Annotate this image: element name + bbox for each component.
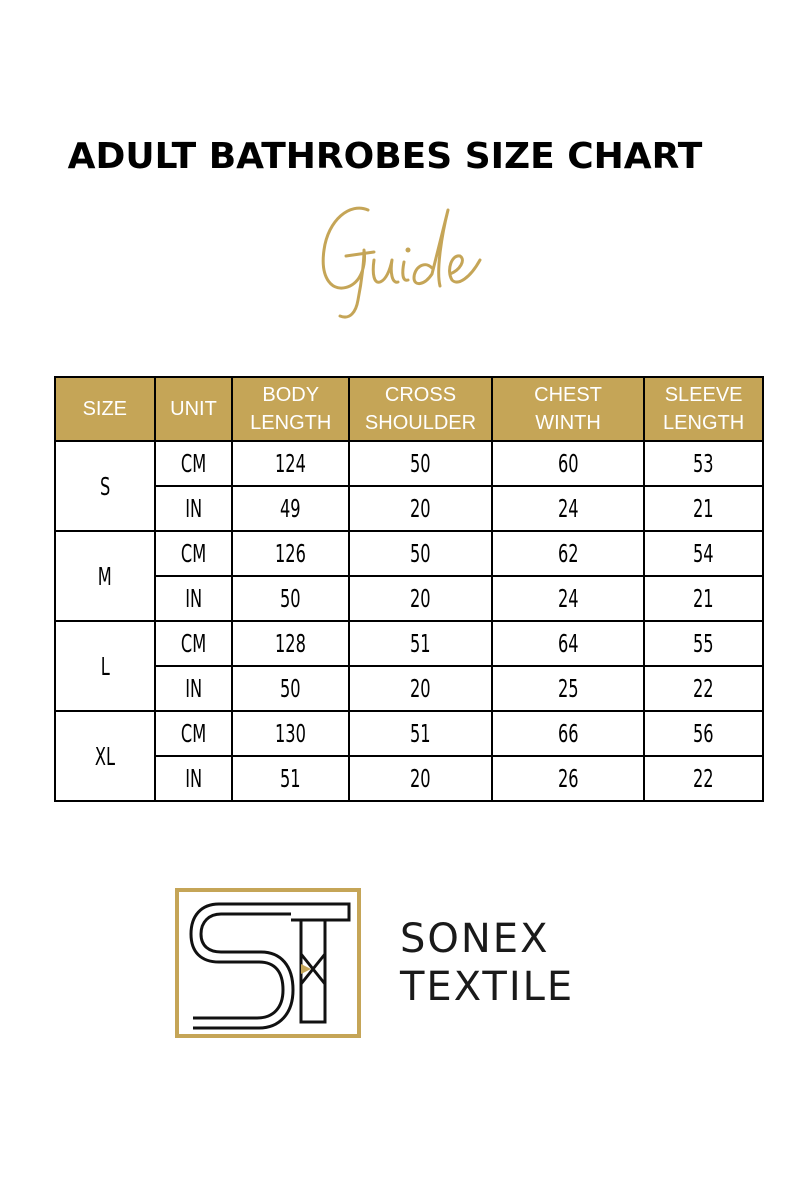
cross-shoulder-cell: 20 xyxy=(349,486,492,531)
body-length-cell: 50 xyxy=(232,666,349,711)
sleeve-length-cell: 54 xyxy=(644,531,763,576)
cross-shoulder-cell: 51 xyxy=(349,711,492,756)
chest-width-cell: 64 xyxy=(492,621,644,666)
cross-shoulder-cell: 20 xyxy=(349,756,492,801)
table-row xyxy=(55,711,763,756)
sleeve-length-cell: 21 xyxy=(644,576,763,621)
unit-cell: IN xyxy=(155,666,233,711)
body-length-cell: 126 xyxy=(232,531,349,576)
header-chest-width: CHEST WINTH xyxy=(492,377,644,441)
table-row xyxy=(55,441,763,486)
cross-shoulder-cell: 50 xyxy=(349,441,492,486)
sleeve-length-cell: 22 xyxy=(644,666,763,711)
unit-cell: CM xyxy=(155,621,233,666)
table-row xyxy=(55,621,763,666)
unit-cell: IN xyxy=(155,486,233,531)
chest-width-cell: 60 xyxy=(492,441,644,486)
sleeve-length-cell: 55 xyxy=(644,621,763,666)
body-length-cell: 130 xyxy=(232,711,349,756)
chest-width-cell: 24 xyxy=(492,576,644,621)
size-label-cell: M xyxy=(55,531,155,621)
brand-line-2: TEXTILE xyxy=(400,964,575,1010)
chest-width-cell: 62 xyxy=(492,531,644,576)
sleeve-length-cell: 21 xyxy=(644,486,763,531)
page-title: ADULT BATHROBES SIZE CHART xyxy=(67,136,703,177)
cross-shoulder-cell: 50 xyxy=(349,531,492,576)
header-unit: UNIT xyxy=(155,377,233,441)
table-row xyxy=(55,486,763,531)
header-body-length: BODY LENGTH xyxy=(232,377,349,441)
body-length-cell: 49 xyxy=(232,486,349,531)
unit-cell: CM xyxy=(155,711,233,756)
sleeve-length-cell: 22 xyxy=(644,756,763,801)
unit-cell: CM xyxy=(155,441,233,486)
cross-shoulder-cell: 51 xyxy=(349,621,492,666)
unit-cell: IN xyxy=(155,576,233,621)
body-length-cell: 124 xyxy=(232,441,349,486)
table-header-row xyxy=(55,377,763,441)
chest-width-cell: 26 xyxy=(492,756,644,801)
brand-name xyxy=(400,915,574,1011)
size-label-cell: L xyxy=(55,621,155,711)
unit-cell: IN xyxy=(155,756,233,801)
brand-line-1: SONEX xyxy=(400,916,550,962)
chest-width-cell: 24 xyxy=(492,486,644,531)
body-length-cell: 51 xyxy=(232,756,349,801)
st-monogram-icon xyxy=(179,892,357,1034)
table-row xyxy=(55,666,763,711)
chest-width-cell: 25 xyxy=(492,666,644,711)
sleeve-length-cell: 53 xyxy=(644,441,763,486)
body-length-cell: 50 xyxy=(232,576,349,621)
header-size: SIZE xyxy=(55,377,155,441)
unit-cell: CM xyxy=(155,531,233,576)
size-label-cell: S xyxy=(55,441,155,531)
header-cross-shoulder: CROSS SHOULDER xyxy=(349,377,492,441)
size-label-cell: XL xyxy=(55,711,155,801)
table-row xyxy=(55,531,763,576)
table-row xyxy=(55,756,763,801)
sleeve-length-cell: 56 xyxy=(644,711,763,756)
size-chart-table xyxy=(54,376,764,802)
table-row xyxy=(55,576,763,621)
body-length-cell: 128 xyxy=(232,621,349,666)
cross-shoulder-cell: 20 xyxy=(349,666,492,711)
cross-shoulder-cell: 20 xyxy=(349,576,492,621)
brand-logo xyxy=(175,888,361,1038)
header-sleeve-length: SLEEVE LENGTH xyxy=(644,377,763,441)
chest-width-cell: 66 xyxy=(492,711,644,756)
